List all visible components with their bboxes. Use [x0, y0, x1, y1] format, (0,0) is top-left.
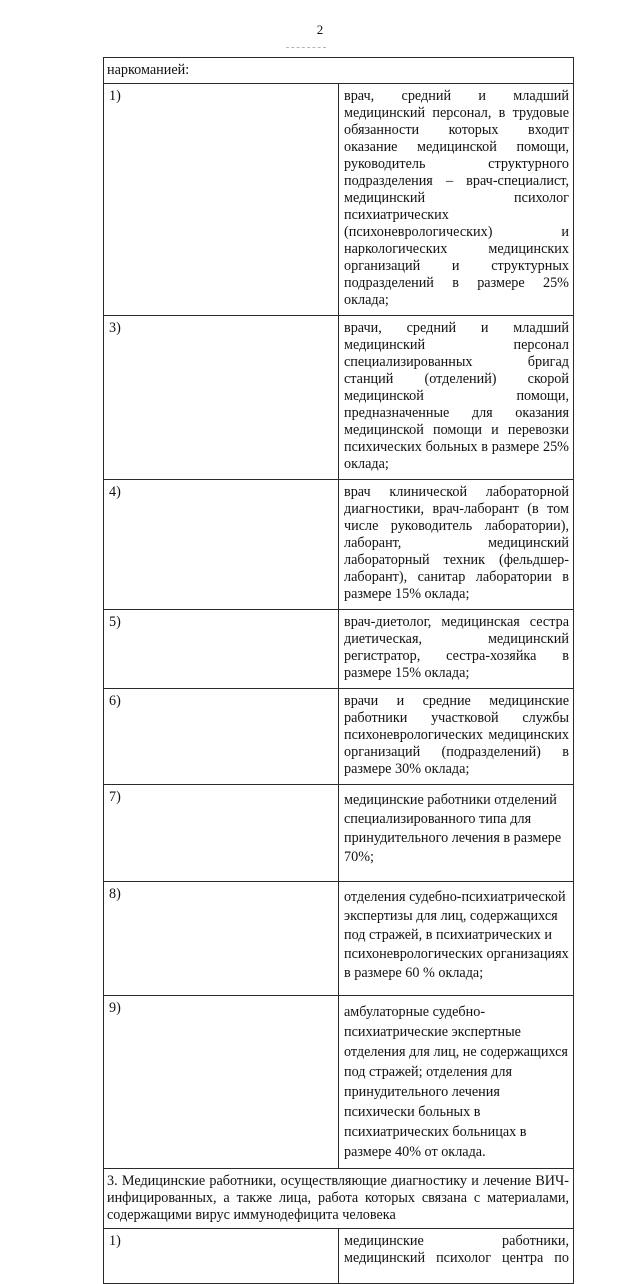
table-row — [104, 996, 574, 1169]
table-row — [104, 480, 574, 610]
row-text: врачи и средние медицинские работники участковой службы психоневрологических медицинских организаций (подразделений) в размере 30% оклада; — [339, 689, 574, 785]
row-number: 1) — [104, 1229, 339, 1284]
table-row — [104, 882, 574, 996]
row-text: медицинские работники отделений специализированного типа для принудительного лечения в размере 70%; — [339, 785, 574, 882]
row-number: 6) — [104, 689, 339, 785]
page-number: 2 — [316, 22, 324, 37]
row-text: врач, средний и младший медицинский персонал, в трудовые обязанности которых входит оказание медицинской помощи, руководитель структурного подразделения – врач-специалист, медицинский психолог психиатрических (психоневрологических) и наркологических медицинских организаций и структурных подразделений в размере 25% оклада; — [339, 84, 574, 316]
table-row — [104, 785, 574, 882]
table-row — [104, 316, 574, 480]
table-row — [104, 58, 574, 84]
row-number: 4) — [104, 480, 339, 610]
table-row — [104, 1229, 574, 1284]
row-number: 1) — [104, 84, 339, 316]
allowance-table — [103, 57, 574, 1284]
table-row — [104, 1169, 574, 1229]
table-row — [104, 689, 574, 785]
section-3-heading: 3. Медицинские работники, осуществляющие диагностику и лечение ВИЧ-инфицированных, а также лица, работа которых связана с материалами, содержащими вирус иммунодефицита человека — [104, 1169, 574, 1229]
row-text: врачи, средний и младший медицинский персонал специализированных бригад станций (отделений) скорой медицинской помощи, предназначенные для оказания медицинской помощи и перевозки психических больных в размере 25% оклада; — [339, 316, 574, 480]
row-text: врач клинической лабораторной диагностики, врач-лаборант (в том числе руководитель лаборатории), лаборант, медицинский лабораторный техник (фельдшер-лаборант), санитар лаборатории в размере 15% оклада; — [339, 480, 574, 610]
row-number: 8) — [104, 882, 339, 996]
row-number: 9) — [104, 996, 339, 1169]
scan-artifact — [286, 47, 326, 49]
row-text: амбулаторные судебно-психиатрические экспертные отделения для лиц, не содержащихся под стражей; отделения для принудительного лечения психически больных в психиатрических больницах в размере 40% от оклада. — [339, 996, 574, 1169]
table-row — [104, 84, 574, 316]
row-text: отделения судебно-психиатрической экспертизы для лиц, содержащихся под стражей, в психиатрических и психоневрологических организациях в размере 60 % оклада; — [339, 882, 574, 996]
row-number: 7) — [104, 785, 339, 882]
table-row — [104, 610, 574, 689]
row-number: 5) — [104, 610, 339, 689]
row-text: врач-диетолог, медицинская сестра диетическая, медицинский регистратор, сестра-хозяйка в размере 15% оклада; — [339, 610, 574, 689]
row-number: 3) — [104, 316, 339, 480]
continuation-cell: наркоманией: — [104, 58, 574, 84]
row-text: медицинские работники, медицинский психолог центра по — [339, 1229, 574, 1284]
